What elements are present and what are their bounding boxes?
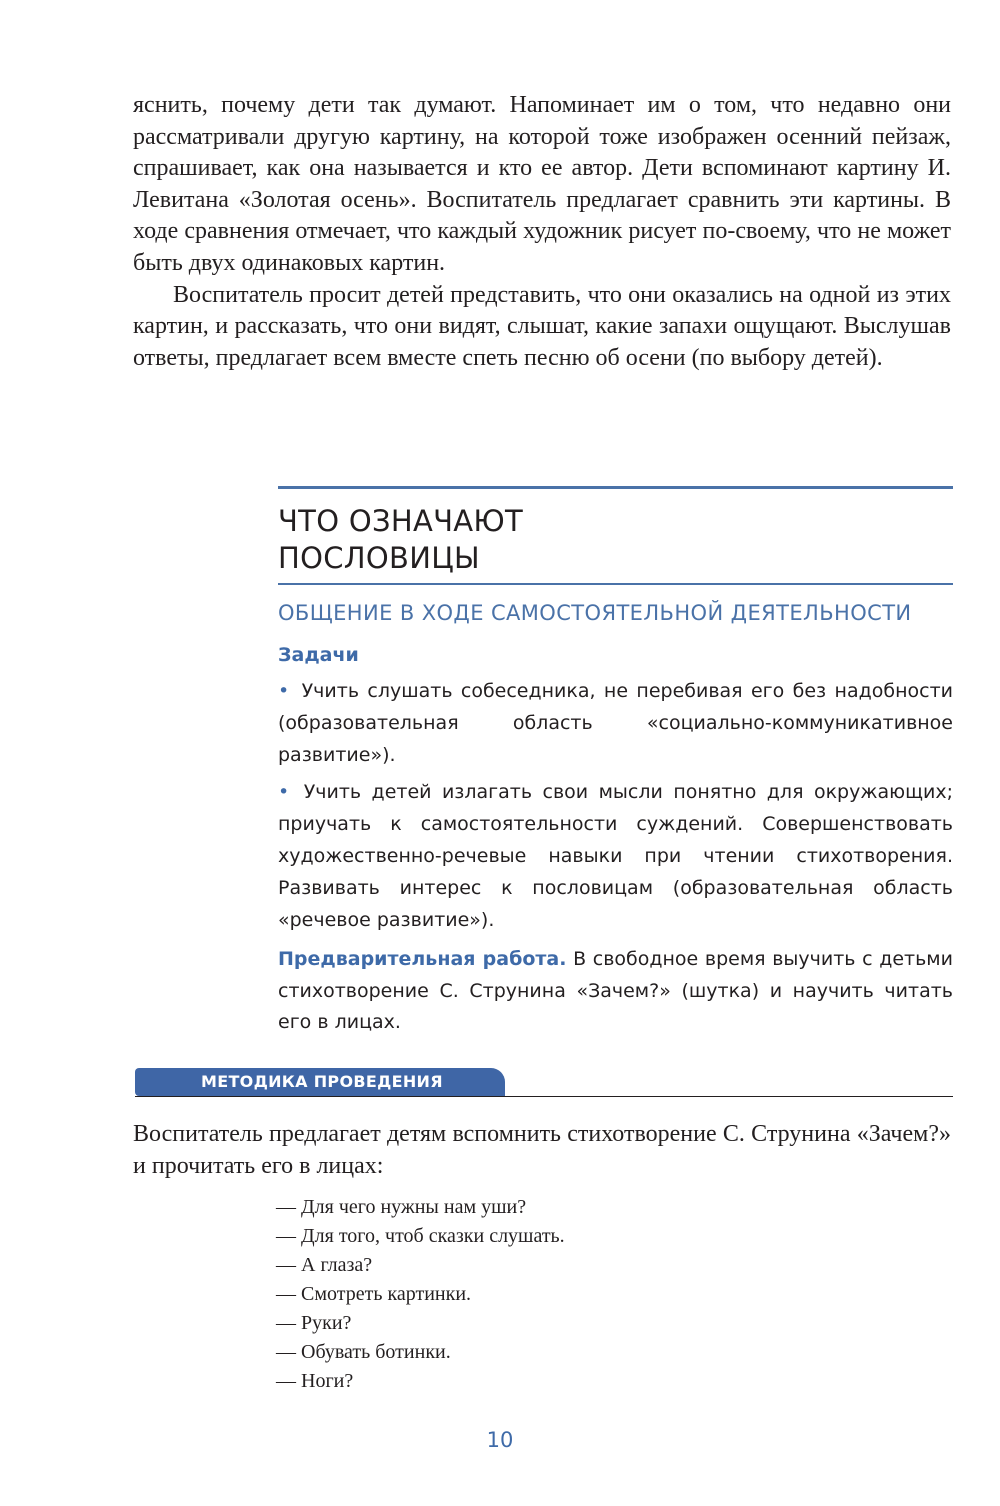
- preparatory-work-text: В свободное время выучить с детьми стихотворение С. Струнина «Зачем?» (шутка) и научить читать его в лицах.: [278, 948, 953, 1033]
- bullet-icon: •: [278, 680, 290, 702]
- poem-line: — Смотреть картинки.: [276, 1283, 472, 1305]
- poem-line: — Обувать ботинки.: [276, 1341, 451, 1363]
- poem-line: — Для того, чтоб сказки слушать.: [276, 1225, 565, 1247]
- preparatory-work: [278, 944, 953, 1039]
- section-top-rule: [278, 486, 953, 489]
- method-header-rule: [135, 1096, 953, 1097]
- task-text: Учить детей излагать свои мысли понятно для окружающих; приучать к самостоятельности суждений. Совершенствовать художественно-речевые навыки при чтении стихотворения. Развивать интерес к пословицам (образовательная область «речевое развитие»).: [278, 781, 954, 931]
- section-title-line: ЧТО ОЗНАЧАЮТ: [278, 504, 524, 538]
- preparatory-work-label: Предварительная работа.: [278, 948, 567, 970]
- task-text: Учить слушать собеседника, не перебивая его без надобности (образовательная область «социально-коммуникативное развитие»).: [278, 680, 953, 766]
- method-tab-label: МЕТОДИКА ПРОВЕДЕНИЯ: [135, 1068, 505, 1096]
- section-title-line: ПОСЛОВИЦЫ: [278, 541, 480, 575]
- poem: [276, 1193, 565, 1396]
- tasks-heading: Задачи: [278, 644, 359, 666]
- method-text: Воспитатель предлагает детям вспомнить стихотворение С. Струнина «Зачем?» и прочитать его в лицах:: [133, 1121, 951, 1179]
- poem-line: — А глаза?: [276, 1254, 373, 1276]
- intro-paragraph: Воспитатель просит детей представить, что они оказались на одной из этих картин, и рассказать, что они видят, слышат, какие запахи ощущают. Выслушав ответы, предлагает всем вместе спеть песню об осени (по выбору детей).: [133, 281, 951, 371]
- section-title: [278, 503, 953, 577]
- poem-line: — Ноги?: [276, 1370, 354, 1392]
- bullet-icon: •: [278, 781, 290, 803]
- section-title-rule: [278, 583, 953, 585]
- intro-paragraph: яснить, почему дети так думают. Напоминает им о том, что недавно они рассматривали другую картину, на которой тоже изображен осенний пейзаж, спрашивает, как она называется и кто ее автор. Дети вспоминают картину И. Левитана «Золотая осень». Воспитатель предлагает сравнить эти картины. В ходе сравнения отмечает, что каждый художник рисует по-своему, что не может быть двух одинаковых картин.: [133, 92, 951, 276]
- task-item: [278, 776, 953, 936]
- method-header: [135, 1068, 953, 1098]
- task-list: [278, 675, 953, 936]
- section-subtitle: ОБЩЕНИЕ В ХОДЕ САМОСТОЯТЕЛЬНОЙ ДЕЯТЕЛЬНОСТИ: [278, 601, 912, 625]
- page-number: 10: [486, 1428, 514, 1452]
- intro-text: [133, 90, 951, 374]
- poem-line: — Для чего нужны нам уши?: [276, 1196, 527, 1218]
- section-block: [278, 486, 953, 1039]
- poem-line: — Руки?: [276, 1312, 352, 1334]
- task-item: [278, 675, 953, 771]
